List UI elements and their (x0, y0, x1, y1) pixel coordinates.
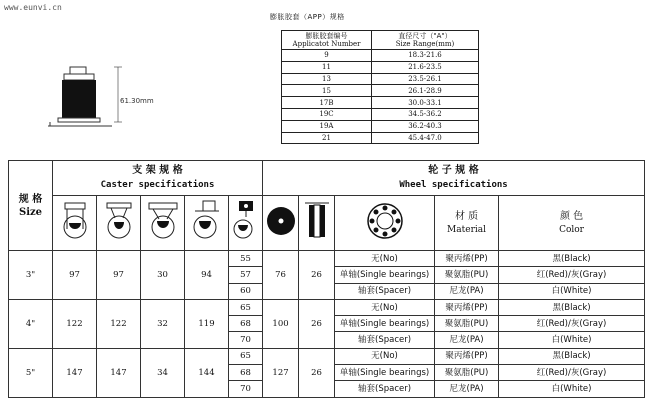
table-row (9, 251, 645, 267)
caster-height-cell: 60 (229, 283, 263, 299)
color-header: 颜 色 Color (499, 196, 645, 251)
caster-offset-icon (185, 196, 229, 251)
color-cell: 白(White) (499, 381, 645, 397)
color-cell: 黑(Black) (499, 251, 645, 267)
table-row: 9 18.3-21.6 (282, 50, 479, 62)
caster-height-cell: 68 (229, 365, 263, 381)
color-cell: 白(White) (499, 332, 645, 348)
bearing-icon (335, 196, 435, 251)
bearing-cell: 轴套(Spacer) (335, 283, 435, 299)
caster-front-cell: 97 (53, 251, 97, 300)
table-row: 17B 30.0-33.1 (282, 97, 479, 109)
spec-table (8, 160, 645, 398)
caster-height-cell: 70 (229, 332, 263, 348)
material-cell: 尼龙(PA) (435, 381, 499, 397)
caster-width-cell: 34 (141, 348, 185, 397)
table-row: 19A 36.2-40.3 (282, 120, 479, 132)
caster-front-icon (53, 196, 97, 251)
material-cell: 聚氨脂(PU) (435, 365, 499, 381)
material-cell: 聚丙烯(PP) (435, 348, 499, 364)
size-cell: 5" (9, 348, 53, 397)
wheel-diameter-icon (263, 196, 299, 251)
color-cell: 黑(Black) (499, 299, 645, 315)
table-row: 13 23.5-26.1 (282, 73, 479, 85)
bearing-cell: 轴套(Spacer) (335, 332, 435, 348)
caster-spec-header: 支 架 规 格 Caster specifications (53, 161, 263, 196)
applicator-number-header: 膨胀胶套编号 Applicatot Number (282, 31, 372, 50)
table-row: 15 26.1-28.9 (282, 85, 479, 97)
caster-width-icon (141, 196, 185, 251)
caster-height-cell: 68 (229, 316, 263, 332)
color-cell: 红(Red)/灰(Gray) (499, 365, 645, 381)
caster-height-cell: 65 (229, 299, 263, 315)
wheel-diameter-cell: 100 (263, 299, 299, 348)
color-cell: 白(White) (499, 283, 645, 299)
wheel-spec-header: 轮 子 规 格 Wheel specifications (263, 161, 645, 196)
bearing-cell: 无(No) (335, 251, 435, 267)
applicator-title: 膨胀胶套（APP）规格 (270, 13, 345, 21)
caster-height-cell: 65 (229, 348, 263, 364)
bearing-cell: 无(No) (335, 299, 435, 315)
caster-width-cell: 32 (141, 299, 185, 348)
material-cell: 尼龙(PA) (435, 283, 499, 299)
caster-width-cell: 30 (141, 251, 185, 300)
bearing-cell: 单轴(Single bearings) (335, 316, 435, 332)
dimension-label: 61.30mm (120, 97, 154, 105)
caster-front-cell: 147 (53, 348, 97, 397)
size-cell: 3" (9, 251, 53, 300)
wheel-width-cell: 26 (299, 251, 335, 300)
table-row (9, 299, 645, 315)
caster-drawing (40, 60, 170, 140)
bearing-cell: 轴套(Spacer) (335, 381, 435, 397)
caster-offset-cell: 119 (185, 299, 229, 348)
material-cell: 尼龙(PA) (435, 332, 499, 348)
bearing-cell: 单轴(Single bearings) (335, 365, 435, 381)
material-header: 材 质 Material (435, 196, 499, 251)
wheel-width-icon (299, 196, 335, 251)
caster-side-cell: 147 (97, 348, 141, 397)
wheel-diameter-cell: 127 (263, 348, 299, 397)
caster-height-cell: 70 (229, 381, 263, 397)
caster-offset-cell: 144 (185, 348, 229, 397)
wheel-diameter-cell: 76 (263, 251, 299, 300)
table-row (9, 348, 645, 364)
size-cell: 4" (9, 299, 53, 348)
size-header: 规 格 Size (9, 161, 53, 251)
color-cell: 红(Red)/灰(Gray) (499, 316, 645, 332)
table-row: 21 45.4-47.0 (282, 132, 479, 144)
caster-side-cell: 97 (97, 251, 141, 300)
caster-height-cell: 55 (229, 251, 263, 267)
caster-height-cell: 57 (229, 267, 263, 283)
material-cell: 聚丙烯(PP) (435, 299, 499, 315)
table-row: 11 21.6-23.5 (282, 61, 479, 73)
applicator-table (281, 30, 479, 144)
bearing-cell: 单轴(Single bearings) (335, 267, 435, 283)
caster-offset-cell: 94 (185, 251, 229, 300)
caster-side-cell: 122 (97, 299, 141, 348)
bearing-cell: 无(No) (335, 348, 435, 364)
color-cell: 黑(Black) (499, 348, 645, 364)
size-range-header: 直径尺寸（"A"） Size Range(mm) (372, 31, 479, 50)
table-row: 19C 34.5-36.2 (282, 108, 479, 120)
material-cell: 聚丙烯(PP) (435, 251, 499, 267)
caster-front-cell: 122 (53, 299, 97, 348)
material-cell: 聚氨脂(PU) (435, 316, 499, 332)
watermark: www.eunvi.cn (4, 3, 62, 12)
wheel-width-cell: 26 (299, 348, 335, 397)
wheel-width-cell: 26 (299, 299, 335, 348)
caster-side-icon (97, 196, 141, 251)
color-cell: 红(Red)/灰(Gray) (499, 267, 645, 283)
caster-height-icon (229, 196, 263, 251)
material-cell: 聚氨脂(PU) (435, 267, 499, 283)
